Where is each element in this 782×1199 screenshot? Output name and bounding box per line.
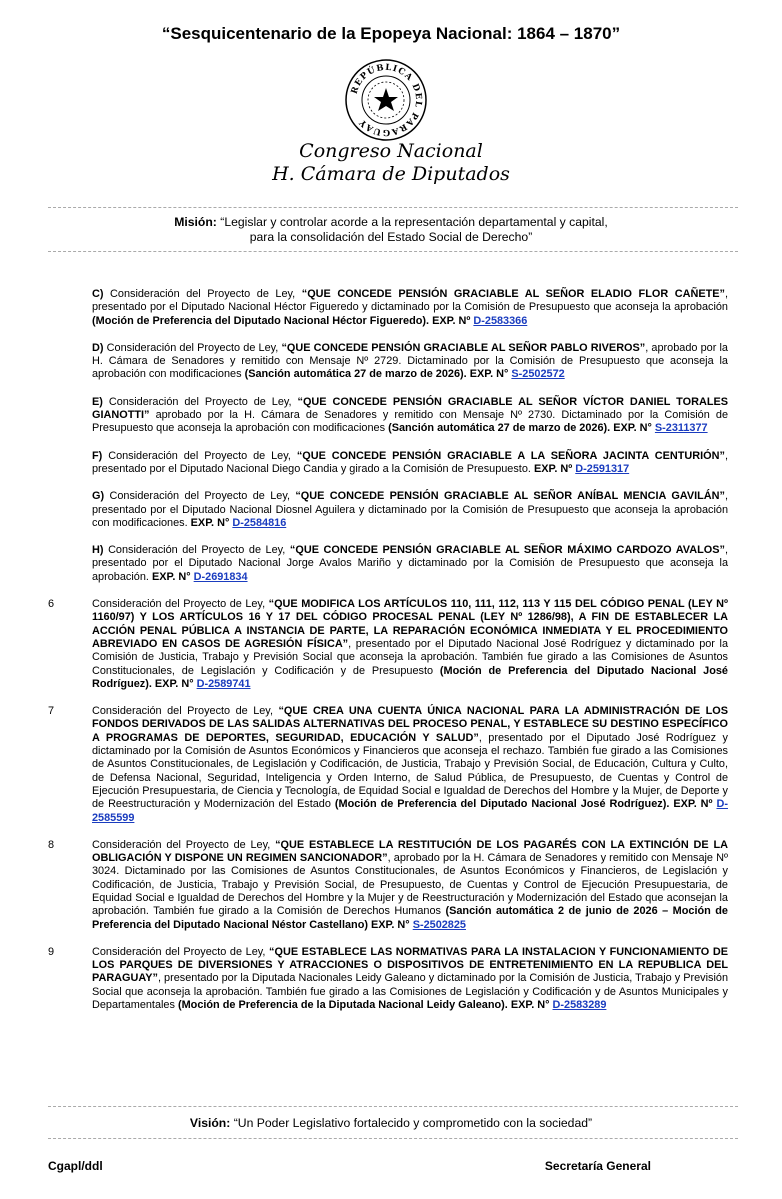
vision-label: Visión: [189, 1116, 231, 1130]
expediente-link[interactable]: S-2502572 [511, 368, 565, 381]
agenda-numbered-item: 8 Consideración del Proyecto de Ley, “QUE ESTABLECE LA RESTITUCIÓN DE LOS PAGARÉS CON LA EXTINCIÓN DE LA OBLIGACIÓN Y DISPONE UN REGIMEN SANCIONADOR”, aprobado por la H. Cámara de Senadores y remitido con Mensaje Nº 3024. Dictaminado por las Comisiones de Asuntos Constitucionales, de Asuntos Económicos y Financieros, de Legislación y Codificación, de Justicia, Trabajo y Previsión Social, de Presupuesto, de Cuentas y Control de Ejecución Presupuestaria, de Equidad Social e Igualdad de Derechos del Hombre y la Mujer y de Reestructuración y Modernización del Estado que aconsejan la aprobación. También fue girado a la Comisión de Derechos Humanos (Sanción automática 2 de junio de 2026 – Moción de Preferencia del Diputado Nacional Néstor Castellano) EXP. N° S-2502825 [48, 838, 728, 931]
expediente-link[interactable]: S-2502825 [412, 918, 466, 931]
agenda-item: H) Consideración del Proyecto de Ley, “QUE CONCEDE PENSIÓN GRACIABLE AL SEÑOR MÁXIMO CARDOZO AVALOS”, presentado por el Diputado Nacional Jorge Avalos Mariño y dictaminado por la Comisión de Presupuesto que aconseja la aprobación. EXP. N° D-2691834 [92, 544, 728, 583]
item-number: 8 [48, 838, 55, 851]
expediente-link[interactable]: D-2585599 [92, 798, 728, 824]
mission-statement [0, 215, 782, 245]
congress-line1: Congreso Nacional [299, 140, 483, 162]
footer-right: Secretaría General [544, 1159, 651, 1173]
mission-label: Misión: [174, 215, 217, 229]
agenda-numbered-item: 7 Consideración del Proyecto de Ley, “QUE CREA UNA CUENTA ÚNICA NACIONAL PARA LA ADMINISTRACIÓN DE LOS FONDOS DERIVADOS DE LAS SALIDAS ALTERNATIVAS DEL PROCESO PENAL, Y ESTABLECE SU DESTINO ESPECÍFICO A PROGRAMAS DE DEPORTES, SEGURIDAD, EDUCACIÓN Y SALUD”, presentado por el Diputado José Rodríguez y dictaminado por la Comisión de Asuntos Económicos y Financieros que aconseja el rechazo. También fue girado a las Comisiones de Asuntos Constitucionales, de Legislación y Codificación, de Justicia, Trabajo y Previsión Social, de Educación, Cultura y Culto, de Defensa Nacional, Seguridad, Inteligencia y Orden Interno, de Salud Pública, de Presupuesto, de Cuentas y Control de Ejecución Presupuestaria, de Ciencia y Tecnología, de Equidad Social e Igualdad de Derechos del Hombre y la Mujer, de Deporte y de Reestructuración y Modernización del Estado (Moción de Preferencia del Diputado Nacional José Rodríguez). EXP. Nº D-2585599 [48, 705, 728, 824]
expediente-link[interactable]: D-2584816 [232, 516, 287, 529]
expediente-link[interactable]: D-2583366 [473, 314, 528, 327]
expediente-link[interactable]: D-2583289 [552, 999, 607, 1012]
item-number: 7 [48, 705, 55, 718]
expediente-link[interactable]: D-2591317 [575, 462, 630, 475]
congress-logo [0, 140, 782, 186]
agenda-item: D) Consideración del Proyecto de Ley, “QUE CONCEDE PENSIÓN GRACIABLE AL SEÑOR PABLO RIVEROS”, aprobado por la H. Cámara de Senadores y remitido con Mensaje Nº 2729. Dictaminado por la Comisión de Presupuesto que aconseja la aprobación con modificaciones (Sanción automática 27 de marzo de 2026). EXP. N° S-2502572 [92, 341, 728, 381]
vision-divider [48, 1138, 738, 1139]
footer-left: Cgapl/ddl [48, 1159, 103, 1173]
republic-seal-icon [344, 58, 428, 142]
congress-line2: H. Cámara de Diputados [272, 163, 510, 185]
agenda-item: G) Consideración del Proyecto de Ley, “QUE CONCEDE PENSIÓN GRACIABLE AL SEÑOR ANÍBAL MENCIA GAVILÁN”, presentado por el Diputado Nacional Diosnel Aguilera y dictaminado por la Comisión de Presupuesto que aconseja la aprobación con modificaciones. EXP. N° D-2584816 [92, 490, 728, 529]
agenda-item: C) Consideración del Proyecto de Ley, “QUE CONCEDE PENSIÓN GRACIABLE AL SEÑOR ELADIO FLOR CAÑETE”, presentado por el Diputado Nacional Héctor Figueredo y dictaminado por la Comisión de Presupuesto que aconseja la aprobación (Moción de Preferencia del Diputado Nacional Héctor Figueredo). EXP. Nº D-2583366 [92, 288, 728, 327]
mission-line2: para la consolidación del Estado Social de Derecho” [249, 230, 533, 244]
vision-statement [0, 1116, 782, 1130]
page-header-title: “Sesquicentenario de la Epopeya Nacional: 1864 – 1870” [161, 24, 621, 43]
agenda-item: F) Consideración del Proyecto de Ley, “QUE CONCEDE PENSIÓN GRACIABLE A LA SEÑORA JACINTA CENTURIÓN”, presentado por el Diputado Nacional Diego Candia y girado a la Comisión de Presupuesto. EXP. Nº D-2591317 [92, 449, 728, 475]
agenda-item: E) Consideración del Proyecto de Ley, “QUE CONCEDE PENSIÓN GRACIABLE AL SEÑOR VÍCTOR DANIEL TORALES GIANOTTI” aprobado por la H. Cámara de Senadores y remitido con Mensaje Nº 2730. Dictaminado por la Comisión de Presupuesto que aconseja la aprobación con modificaciones (Sanción automática 27 de marzo de 2026). EXP. N° S-2311377 [92, 395, 728, 435]
expediente-link[interactable]: S-2311377 [654, 422, 708, 435]
agenda-lettered-items [48, 288, 729, 1026]
header-divider [48, 207, 738, 208]
mission-line1: “Legislar y controlar acorde a la representación departamental y capital, [216, 215, 608, 229]
mission-divider [48, 251, 738, 252]
footer-divider [48, 1106, 738, 1107]
expediente-link[interactable]: D-2589741 [196, 677, 251, 690]
agenda-numbered-item: 9 Consideración del Proyecto de Ley, “QUE ESTABLECE LAS NORMATIVAS PARA LA INSTALACION Y FUNCIONAMIENTO DE LOS PARQUES DE DIVERSIONES Y ATRACCIONES O DISPOSITIVOS DE ENTRETENIMIENTO EN LA REPUBLICA DEL PARAGUAY”, presentado por la Diputada Nacionales Leidy Galeano y dictaminado por la Comisión de Justicia, Trabajo y Previsión Social que aconseja la aprobación. También fue girado a las Comisiones de Legislación y Codificación y de Asuntos Municipales y Departamentales (Moción de Preferencia de la Diputada Nacional Leidy Galeano). EXP. N° D-2583289 [48, 945, 728, 1012]
item-number: 9 [48, 945, 55, 958]
expediente-link[interactable]: D-2691834 [193, 570, 248, 583]
vision-text: “Un Poder Legislativo fortalecido y comprometido con la sociedad” [230, 1116, 593, 1130]
seal-text: REPÚBLICA DEL PARAGUAY [349, 62, 424, 138]
agenda-numbered-item: 6 Consideración del Proyecto de Ley, “QUE MODIFICA LOS ARTÍCULOS 110, 111, 112, 113 Y 115 DEL CÓDIGO PENAL (LEY Nº 1160/97) Y LOS ARTÍCULOS 16 Y 17 DEL CÓDIGO PROCESAL PENAL (LEY Nº 1286/98), A FIN DE ESTABLECER LA ACCIÓN PENAL PÚBLICA A INSTANCIA DE PARTE, LA REPARACIÓN ECONÓMICA INMEDIATA Y EL PROCEDIMIENTO ABREVIADO EN CASOS DE AGRESIÓN FÍSICA”, presentado por el Diputado Nacional José Rodríguez y dictaminado por la Comisión de Justicia, Trabajo y Previsión Social que aconseja la aprobación. También fue girado a las Comisiones de Asuntos Constitucionales, de Legislación y Codificación y de Presupuesto (Moción de Preferencia del Diputado Nacional José Rodríguez). EXP. N° D-2589741 [48, 598, 729, 690]
item-number: 6 [48, 598, 55, 611]
